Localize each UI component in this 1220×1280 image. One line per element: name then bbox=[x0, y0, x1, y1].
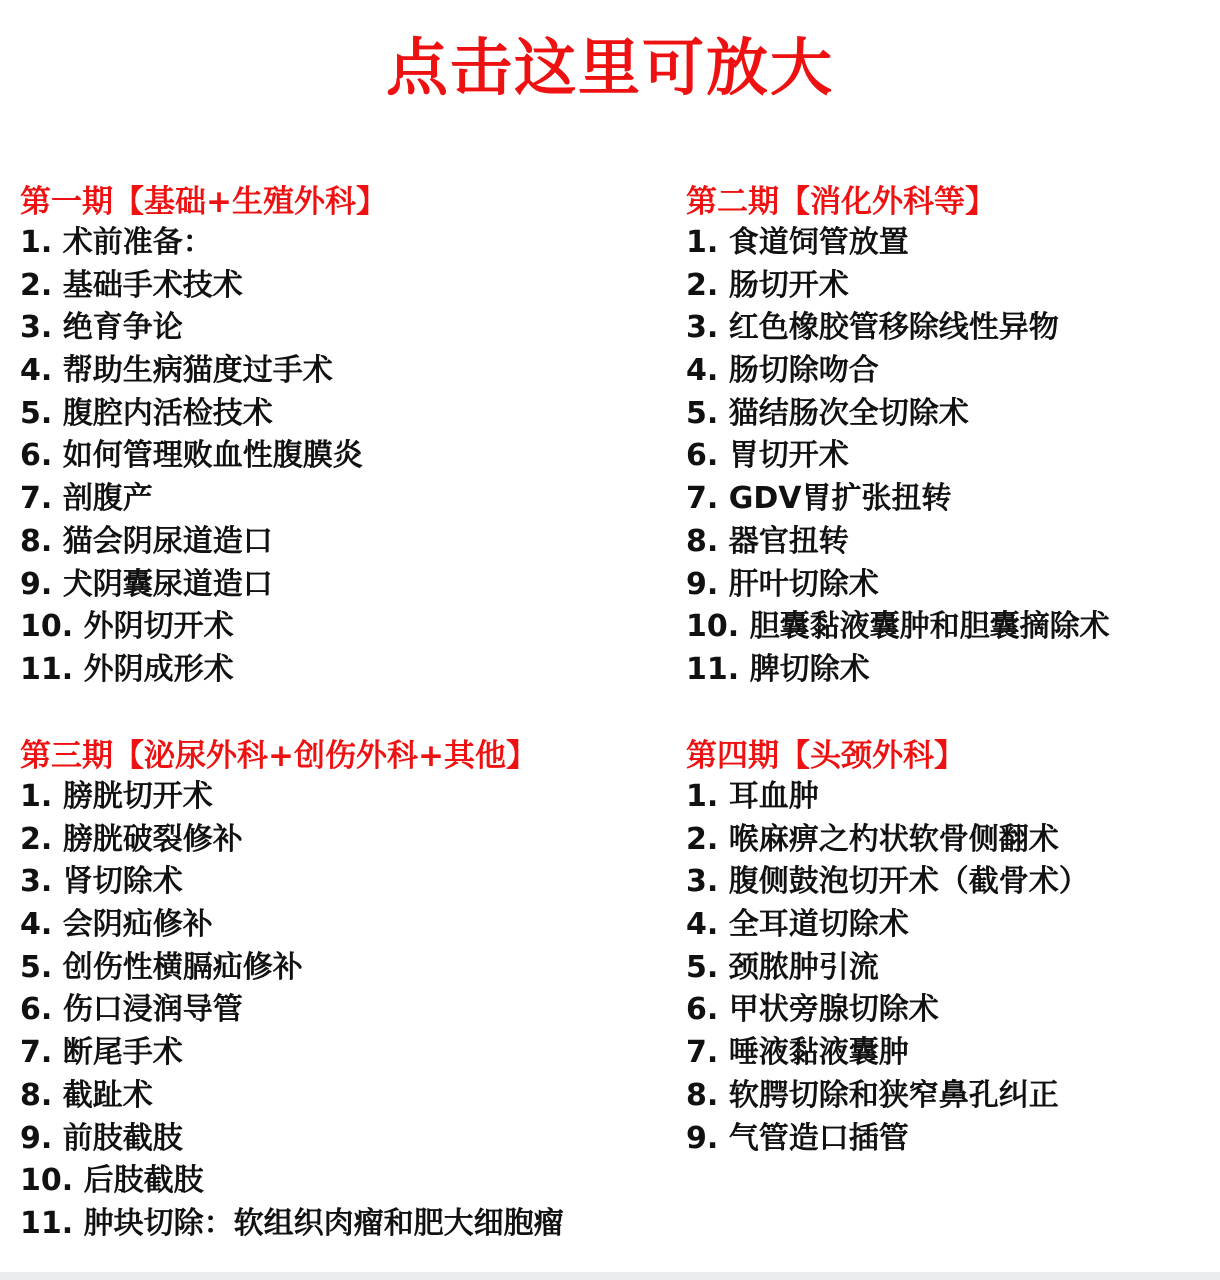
list-item: 10. 胆囊黏液囊肿和胆囊摘除术 bbox=[686, 609, 1110, 645]
item-list bbox=[686, 776, 1089, 1160]
list-item: 4. 肠切除吻合 bbox=[686, 353, 879, 389]
list-item: 5. 腹腔内活检技术 bbox=[20, 395, 273, 431]
list-item: 7. GDV胃扩张扭转 bbox=[686, 481, 952, 517]
item-list bbox=[20, 222, 387, 692]
list-item: 9. 气管造口插管 bbox=[686, 1120, 909, 1156]
list-item: 1. 耳血肿 bbox=[686, 779, 819, 814]
list-item: 4. 帮助生病猫度过手术 bbox=[20, 353, 333, 389]
item-list bbox=[686, 222, 1110, 692]
item-list bbox=[20, 776, 564, 1246]
list-item: 6. 如何管理败血性腹膜炎 bbox=[20, 438, 363, 474]
list-item: 7. 剖腹产 bbox=[20, 481, 153, 517]
list-item: 10. 外阴切开术 bbox=[20, 609, 234, 645]
list-item: 1. 术前准备： bbox=[20, 225, 213, 260]
bottom-divider bbox=[0, 1272, 1220, 1280]
list-item: 8. 截趾术 bbox=[20, 1077, 153, 1113]
list-item: 5. 创伤性横膈疝修补 bbox=[20, 949, 303, 985]
page-title[interactable]: 点击这里可放大 bbox=[385, 31, 834, 104]
list-item: 6. 胃切开术 bbox=[686, 438, 849, 474]
list-item: 8. 软腭切除和狭窄鼻孔纠正 bbox=[686, 1077, 1059, 1113]
list-item: 5. 猫结肠次全切除术 bbox=[686, 395, 969, 431]
section-period-4 bbox=[686, 736, 1089, 1160]
list-item: 11. 肿块切除：软组织肉瘤和肥大细胞瘤 bbox=[20, 1205, 564, 1241]
list-item: 2. 膀胱破裂修补 bbox=[20, 821, 243, 857]
list-item: 10. 后肢截肢 bbox=[20, 1163, 204, 1199]
list-item: 7. 唾液黏液囊肿 bbox=[686, 1035, 909, 1071]
section-heading: 第一期【基础+生殖外科】 bbox=[20, 184, 387, 220]
list-item: 11. 外阴成形术 bbox=[20, 651, 234, 687]
list-item: 2. 喉麻痹之杓状软骨侧翻术 bbox=[686, 821, 1059, 857]
list-item: 8. 器官扭转 bbox=[686, 523, 849, 559]
section-period-3 bbox=[20, 736, 564, 1246]
list-item: 3. 红色橡胶管移除线性异物 bbox=[686, 310, 1059, 346]
list-item: 8. 猫会阴尿道造口 bbox=[20, 523, 273, 559]
list-item: 11. 脾切除术 bbox=[686, 651, 870, 687]
section-heading: 第二期【消化外科等】 bbox=[686, 184, 996, 220]
list-item: 4. 会阴疝修补 bbox=[20, 907, 213, 943]
list-item: 6. 伤口浸润导管 bbox=[20, 992, 243, 1028]
list-item: 1. 膀胱切开术 bbox=[20, 779, 213, 814]
list-item: 2. 肠切开术 bbox=[686, 267, 849, 303]
section-period-1 bbox=[20, 182, 387, 692]
list-item: 3. 绝育争论 bbox=[20, 310, 183, 346]
list-item: 7. 断尾手术 bbox=[20, 1035, 183, 1071]
list-item: 1. 食道饲管放置 bbox=[686, 225, 909, 260]
list-item: 6. 甲状旁腺切除术 bbox=[686, 992, 939, 1028]
list-item: 9. 肝叶切除术 bbox=[686, 566, 879, 602]
list-item: 9. 犬阴囊尿道造口 bbox=[20, 566, 273, 602]
list-item: 4. 全耳道切除术 bbox=[686, 907, 909, 943]
list-item: 5. 颈脓肿引流 bbox=[686, 949, 879, 985]
list-item: 9. 前肢截肢 bbox=[20, 1120, 183, 1156]
list-item: 3. 腹侧鼓泡切开术（截骨术） bbox=[686, 864, 1089, 900]
section-heading: 第三期【泌尿外科+创伤外科+其他】 bbox=[20, 738, 537, 774]
section-period-2 bbox=[686, 182, 1110, 692]
list-item: 3. 肾切除术 bbox=[20, 864, 183, 900]
section-heading: 第四期【头颈外科】 bbox=[686, 738, 965, 774]
list-item: 2. 基础手术技术 bbox=[20, 267, 243, 303]
